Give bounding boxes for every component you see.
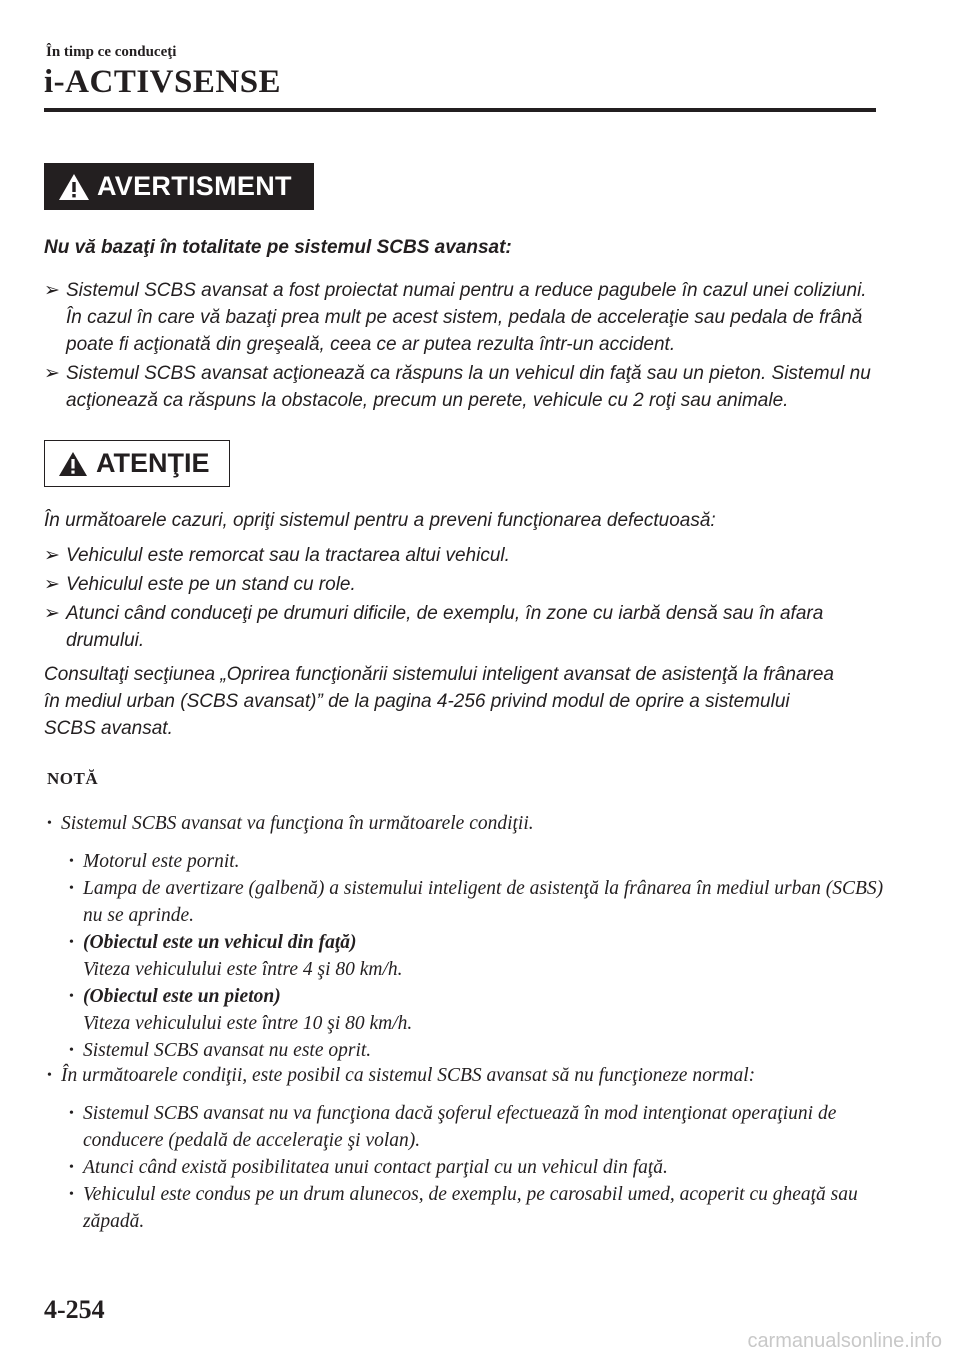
list-item: ➢ Atunci când conduceţi pe drumuri diﬁcile, de exemplu, în zone cu iarbă densă sau în afara drumului.: [44, 600, 884, 654]
bullet-dot-icon: •: [69, 854, 74, 869]
abnormal-item: • Sistemul SCBS avansat nu va funcţiona dacă şoferul efectuează în mod intenţionat operaţiuni de conducere (pedală de acceleraţie şi volan).: [66, 1100, 886, 1154]
warning-label: AVERTISMENT: [97, 171, 292, 201]
bullet-dot-icon: •: [69, 989, 74, 1004]
watermark: carmanualsonline.info: [747, 1330, 942, 1352]
condition-item: • (Obiectul este un vehicul din faţă) Viteza vehiculului este între 4 şi 80 km/h.: [66, 929, 886, 983]
condition-item: • Motorul este pornit.: [66, 848, 886, 875]
page-number: 4-254: [44, 1295, 105, 1324]
chapter-title: În timp ce conduceţi: [46, 44, 177, 60]
condition-item: • Lampa de avertizare (galbenă) a sistemului inteligent de asistenţă la frânarea în mediul urban (SCBS) nu se aprinde.: [66, 875, 886, 929]
caution-banner: [44, 440, 230, 487]
note-item: • Sistemul SCBS avansat va funcţiona în următoarele condiţii.: [44, 810, 884, 837]
bullet-dot-icon: •: [69, 1160, 74, 1175]
note-title: NOTĂ: [47, 769, 99, 788]
abnormal-item: • Atunci când există posibilitatea unui contact parţial cu un vehicul din faţă.: [66, 1154, 886, 1181]
caution-label: ATENŢIE: [96, 448, 210, 478]
note-list-2: [44, 1062, 884, 1089]
caution-intro: În următoarele cazuri, opriţi sistemul pentru a preveni funcţionarea defectuoasă:: [44, 510, 716, 531]
warning-list: [44, 277, 884, 416]
list-item: ➢ Sistemul SCBS avansat a fost proiectat numai pentru a reduce pagubele în cazul unei coliziuni. În cazul în care vă bazaţi prea mult pe acest sistem, pedala de acceleraţie sau pedala de frână poate ﬁ acţionată din greşeală, ceea ce ar putea rezulta într-un accident.: [44, 277, 884, 358]
warning-intro: Nu vă bazaţi în totalitate pe sistemul SCBS avansat:: [44, 237, 512, 258]
note-list: [44, 810, 884, 837]
list-item: ➢ Vehiculul este pe un stand cu role.: [44, 571, 884, 598]
caution-reference: Consultaţi secţiunea „Oprirea funcţionării sistemului inteligent avansat de asistenţă la frânarea în mediul urban (SCBS avansat)” de la pagina 4-256 privind modul de oprire a sistemului SCBS avansat.: [44, 664, 834, 739]
conditions-list: [66, 848, 886, 1064]
warning-triangle-icon: [57, 172, 91, 202]
bullet-dot-icon: •: [69, 935, 74, 950]
section-title: i-ACTIVSENSE: [44, 64, 282, 100]
arrow-bullet-icon: ➢: [44, 363, 60, 384]
bullet-dot-icon: •: [47, 1068, 52, 1083]
arrow-bullet-icon: ➢: [44, 280, 60, 301]
bullet-dot-icon: •: [69, 1187, 74, 1202]
arrow-bullet-icon: ➢: [44, 574, 60, 595]
list-item: ➢ Sistemul SCBS avansat acţionează ca răspuns la un vehicul din faţă sau un pieton. Sistemul nu acţionează ca răspuns la obstacole, precum un perete, vehicule cu 2 roţi sau animale.: [44, 360, 884, 414]
arrow-bullet-icon: ➢: [44, 545, 60, 566]
bullet-dot-icon: •: [69, 1106, 74, 1121]
condition-item: • (Obiectul este un pieton) Viteza vehiculului este între 10 şi 80 km/h.: [66, 983, 886, 1037]
arrow-bullet-icon: ➢: [44, 603, 60, 624]
condition-item: • Sistemul SCBS avansat nu este oprit.: [66, 1037, 886, 1064]
list-item: ➢ Vehiculul este remorcat sau la tractarea altui vehicul.: [44, 542, 884, 569]
caution-triangle-icon: [57, 450, 89, 478]
bullet-dot-icon: •: [47, 816, 52, 831]
header-rule: [44, 108, 876, 112]
caution-list: [44, 542, 884, 656]
bullet-dot-icon: •: [69, 1043, 74, 1058]
bullet-dot-icon: •: [69, 881, 74, 896]
note-item: • În următoarele condiţii, este posibil ca sistemul SCBS avansat să nu funcţioneze normal:: [44, 1062, 884, 1089]
warning-banner: [44, 163, 314, 210]
abnormal-list: [66, 1100, 886, 1235]
abnormal-item: • Vehiculul este condus pe un drum alunecos, de exemplu, pe carosabil umed, acoperit cu gheaţă sau zăpadă.: [66, 1181, 886, 1235]
